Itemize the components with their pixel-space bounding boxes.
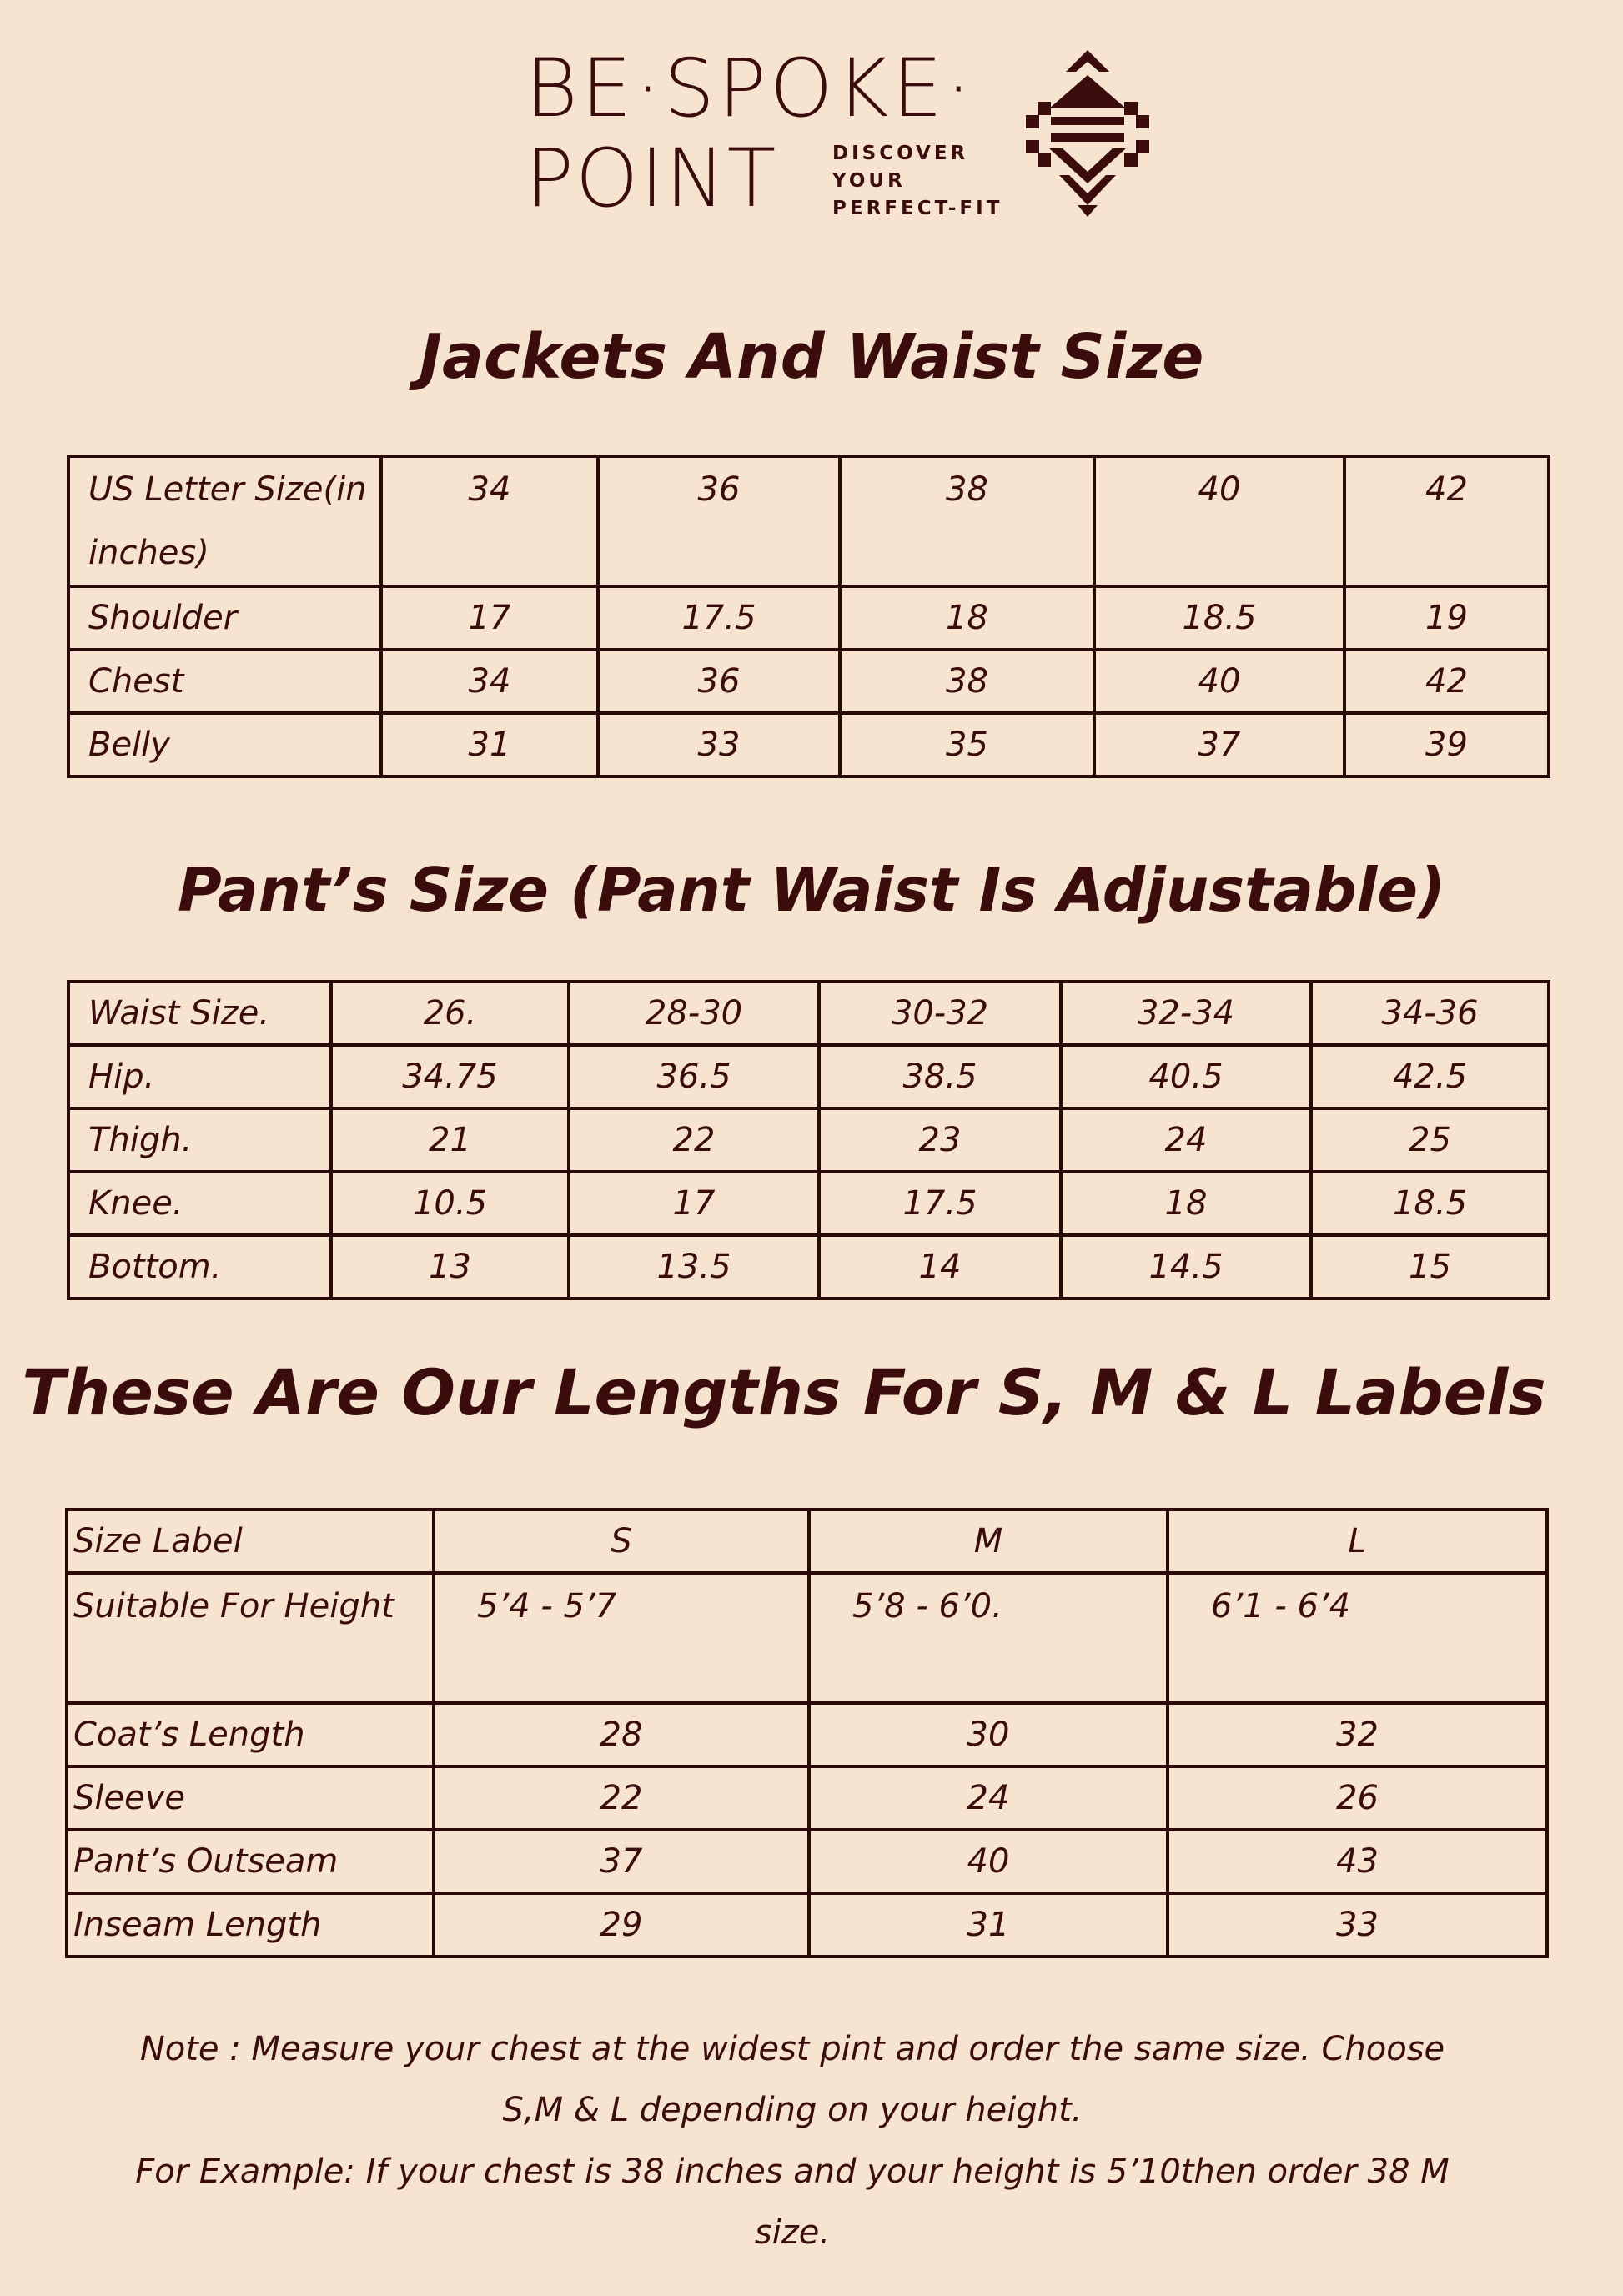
table-cell: 43	[1168, 1830, 1547, 1893]
table-cell: 17.5	[598, 586, 840, 650]
table-row	[68, 586, 1549, 650]
row-label: US Letter Size(in inches)	[68, 456, 381, 586]
table-cell: 26	[1168, 1766, 1547, 1830]
table-row	[68, 1045, 1549, 1108]
table-cell: 35	[840, 713, 1094, 776]
table-cell: 28	[434, 1703, 809, 1766]
table-cell: 25	[1311, 1108, 1549, 1172]
table-cell: 10.5	[331, 1172, 569, 1235]
pants-title: Pant’s Size (Pant Waist Is Adjustable)	[177, 855, 1446, 925]
table-cell: 34.75	[331, 1045, 569, 1108]
table-cell: 36	[598, 650, 840, 713]
row-label: Shoulder	[68, 586, 381, 650]
table-cell: 38	[840, 650, 1094, 713]
table-cell: 14.5	[1061, 1235, 1311, 1299]
table-cell: 30	[809, 1703, 1168, 1766]
header-cell: 40	[1094, 456, 1344, 586]
table-row	[68, 1172, 1549, 1235]
table-cell: 18	[840, 586, 1094, 650]
table-header-row	[68, 456, 1549, 586]
row-label: Suitable For Height	[67, 1573, 434, 1703]
table-cell: 39	[1344, 713, 1549, 776]
header-cell: M	[809, 1510, 1168, 1573]
jackets-size-table	[67, 455, 1550, 778]
pants-size-table	[67, 980, 1550, 1300]
table-cell: 22	[434, 1766, 809, 1830]
table-cell: 37	[434, 1830, 809, 1893]
table-cell: 5’8 - 6’0.	[809, 1573, 1168, 1703]
tagline-line: DISCOVER	[832, 143, 969, 164]
brand-name-line1: BE·SPOKE·	[525, 42, 975, 135]
row-label: Knee.	[68, 1172, 331, 1235]
table-cell: 30-32	[819, 982, 1061, 1045]
row-label: Inseam Length	[67, 1893, 434, 1957]
table-cell: 21	[331, 1108, 569, 1172]
table-cell: 32	[1168, 1703, 1547, 1766]
header-cell: 36	[598, 456, 840, 586]
header-cell: 42	[1344, 456, 1549, 586]
table-cell: 18.5	[1311, 1172, 1549, 1235]
table-row	[68, 982, 1549, 1045]
note-line: S,M & L depending on your height.	[502, 2091, 1083, 2129]
table-cell: 17.5	[819, 1172, 1061, 1235]
table-cell: 38.5	[819, 1045, 1061, 1108]
tagline-line: YOUR	[832, 170, 906, 192]
table-header-row	[67, 1510, 1547, 1573]
table-cell: 33	[598, 713, 840, 776]
table-row	[67, 1573, 1547, 1703]
table-cell: 17	[381, 586, 598, 650]
row-label: Coat’s Length	[67, 1703, 434, 1766]
header-cell: 34	[381, 456, 598, 586]
row-label: Waist Size.	[68, 982, 331, 1045]
lengths-title: These Are Our Lengths For S, M & L Labels	[22, 1355, 1546, 1429]
table-cell: 32-34	[1061, 982, 1311, 1045]
row-label: Pant’s Outseam	[67, 1830, 434, 1893]
table-cell: 24	[1061, 1108, 1311, 1172]
table-cell: 31	[381, 713, 598, 776]
table-cell: 36.5	[569, 1045, 819, 1108]
row-label: Chest	[68, 650, 381, 713]
table-cell: 40	[809, 1830, 1168, 1893]
note-line: Note : Measure your chest at the widest pint and order the same size. Choose	[139, 2030, 1445, 2068]
brand-tagline	[832, 140, 1002, 223]
brand-logo	[517, 42, 1151, 225]
table-cell: 15	[1311, 1235, 1549, 1299]
table-row	[67, 1703, 1547, 1766]
row-label: Bottom.	[68, 1235, 331, 1299]
tagline-line: PERFECT-FIT	[832, 198, 1003, 219]
table-cell: 14	[819, 1235, 1061, 1299]
row-label: Belly	[68, 713, 381, 776]
jackets-title: Jackets And Waist Size	[419, 321, 1204, 393]
table-cell: 18.5	[1094, 586, 1344, 650]
table-cell: 24	[809, 1766, 1168, 1830]
note-example-line: For Example: If your chest is 38 inches and your height is 5’10then order 38 M	[135, 2153, 1450, 2191]
note-example-line: size.	[754, 2213, 831, 2252]
table-cell: 31	[809, 1893, 1168, 1957]
table-cell: 26.	[331, 982, 569, 1045]
table-row	[68, 1108, 1549, 1172]
table-cell: 13	[331, 1235, 569, 1299]
row-label: Hip.	[68, 1045, 331, 1108]
table-cell: 22	[569, 1108, 819, 1172]
header-cell: 38	[840, 456, 1094, 586]
table-cell: 19	[1344, 586, 1549, 650]
table-cell: 37	[1094, 713, 1344, 776]
table-cell: 23	[819, 1108, 1061, 1172]
table-cell: 13.5	[569, 1235, 819, 1299]
table-row	[68, 1235, 1549, 1299]
table-row	[67, 1893, 1547, 1957]
table-cell: 18	[1061, 1172, 1311, 1235]
table-row	[67, 1830, 1547, 1893]
table-row	[68, 713, 1549, 776]
table-cell: 28-30	[569, 982, 819, 1045]
table-cell: 42.5	[1311, 1045, 1549, 1108]
table-cell: 42	[1344, 650, 1549, 713]
table-row	[68, 650, 1549, 713]
table-cell: 40	[1094, 650, 1344, 713]
table-cell: 33	[1168, 1893, 1547, 1957]
row-label: Sleeve	[67, 1766, 434, 1830]
brand-emblem-icon	[1026, 50, 1149, 217]
table-cell: 34-36	[1311, 982, 1549, 1045]
table-cell: 40.5	[1061, 1045, 1311, 1108]
table-cell: 17	[569, 1172, 819, 1235]
header-cell: S	[434, 1510, 809, 1573]
row-label: Thigh.	[68, 1108, 331, 1172]
table-cell: 5’4 - 5’7	[434, 1573, 809, 1703]
table-cell: 6’1 - 6’4	[1168, 1573, 1547, 1703]
row-label: Size Label	[67, 1510, 434, 1573]
lengths-table	[65, 1508, 1549, 1958]
table-row	[67, 1766, 1547, 1830]
table-cell: 34	[381, 650, 598, 713]
table-cell: 29	[434, 1893, 809, 1957]
brand-name-line2: POINT	[525, 132, 778, 225]
header-cell: L	[1168, 1510, 1547, 1573]
